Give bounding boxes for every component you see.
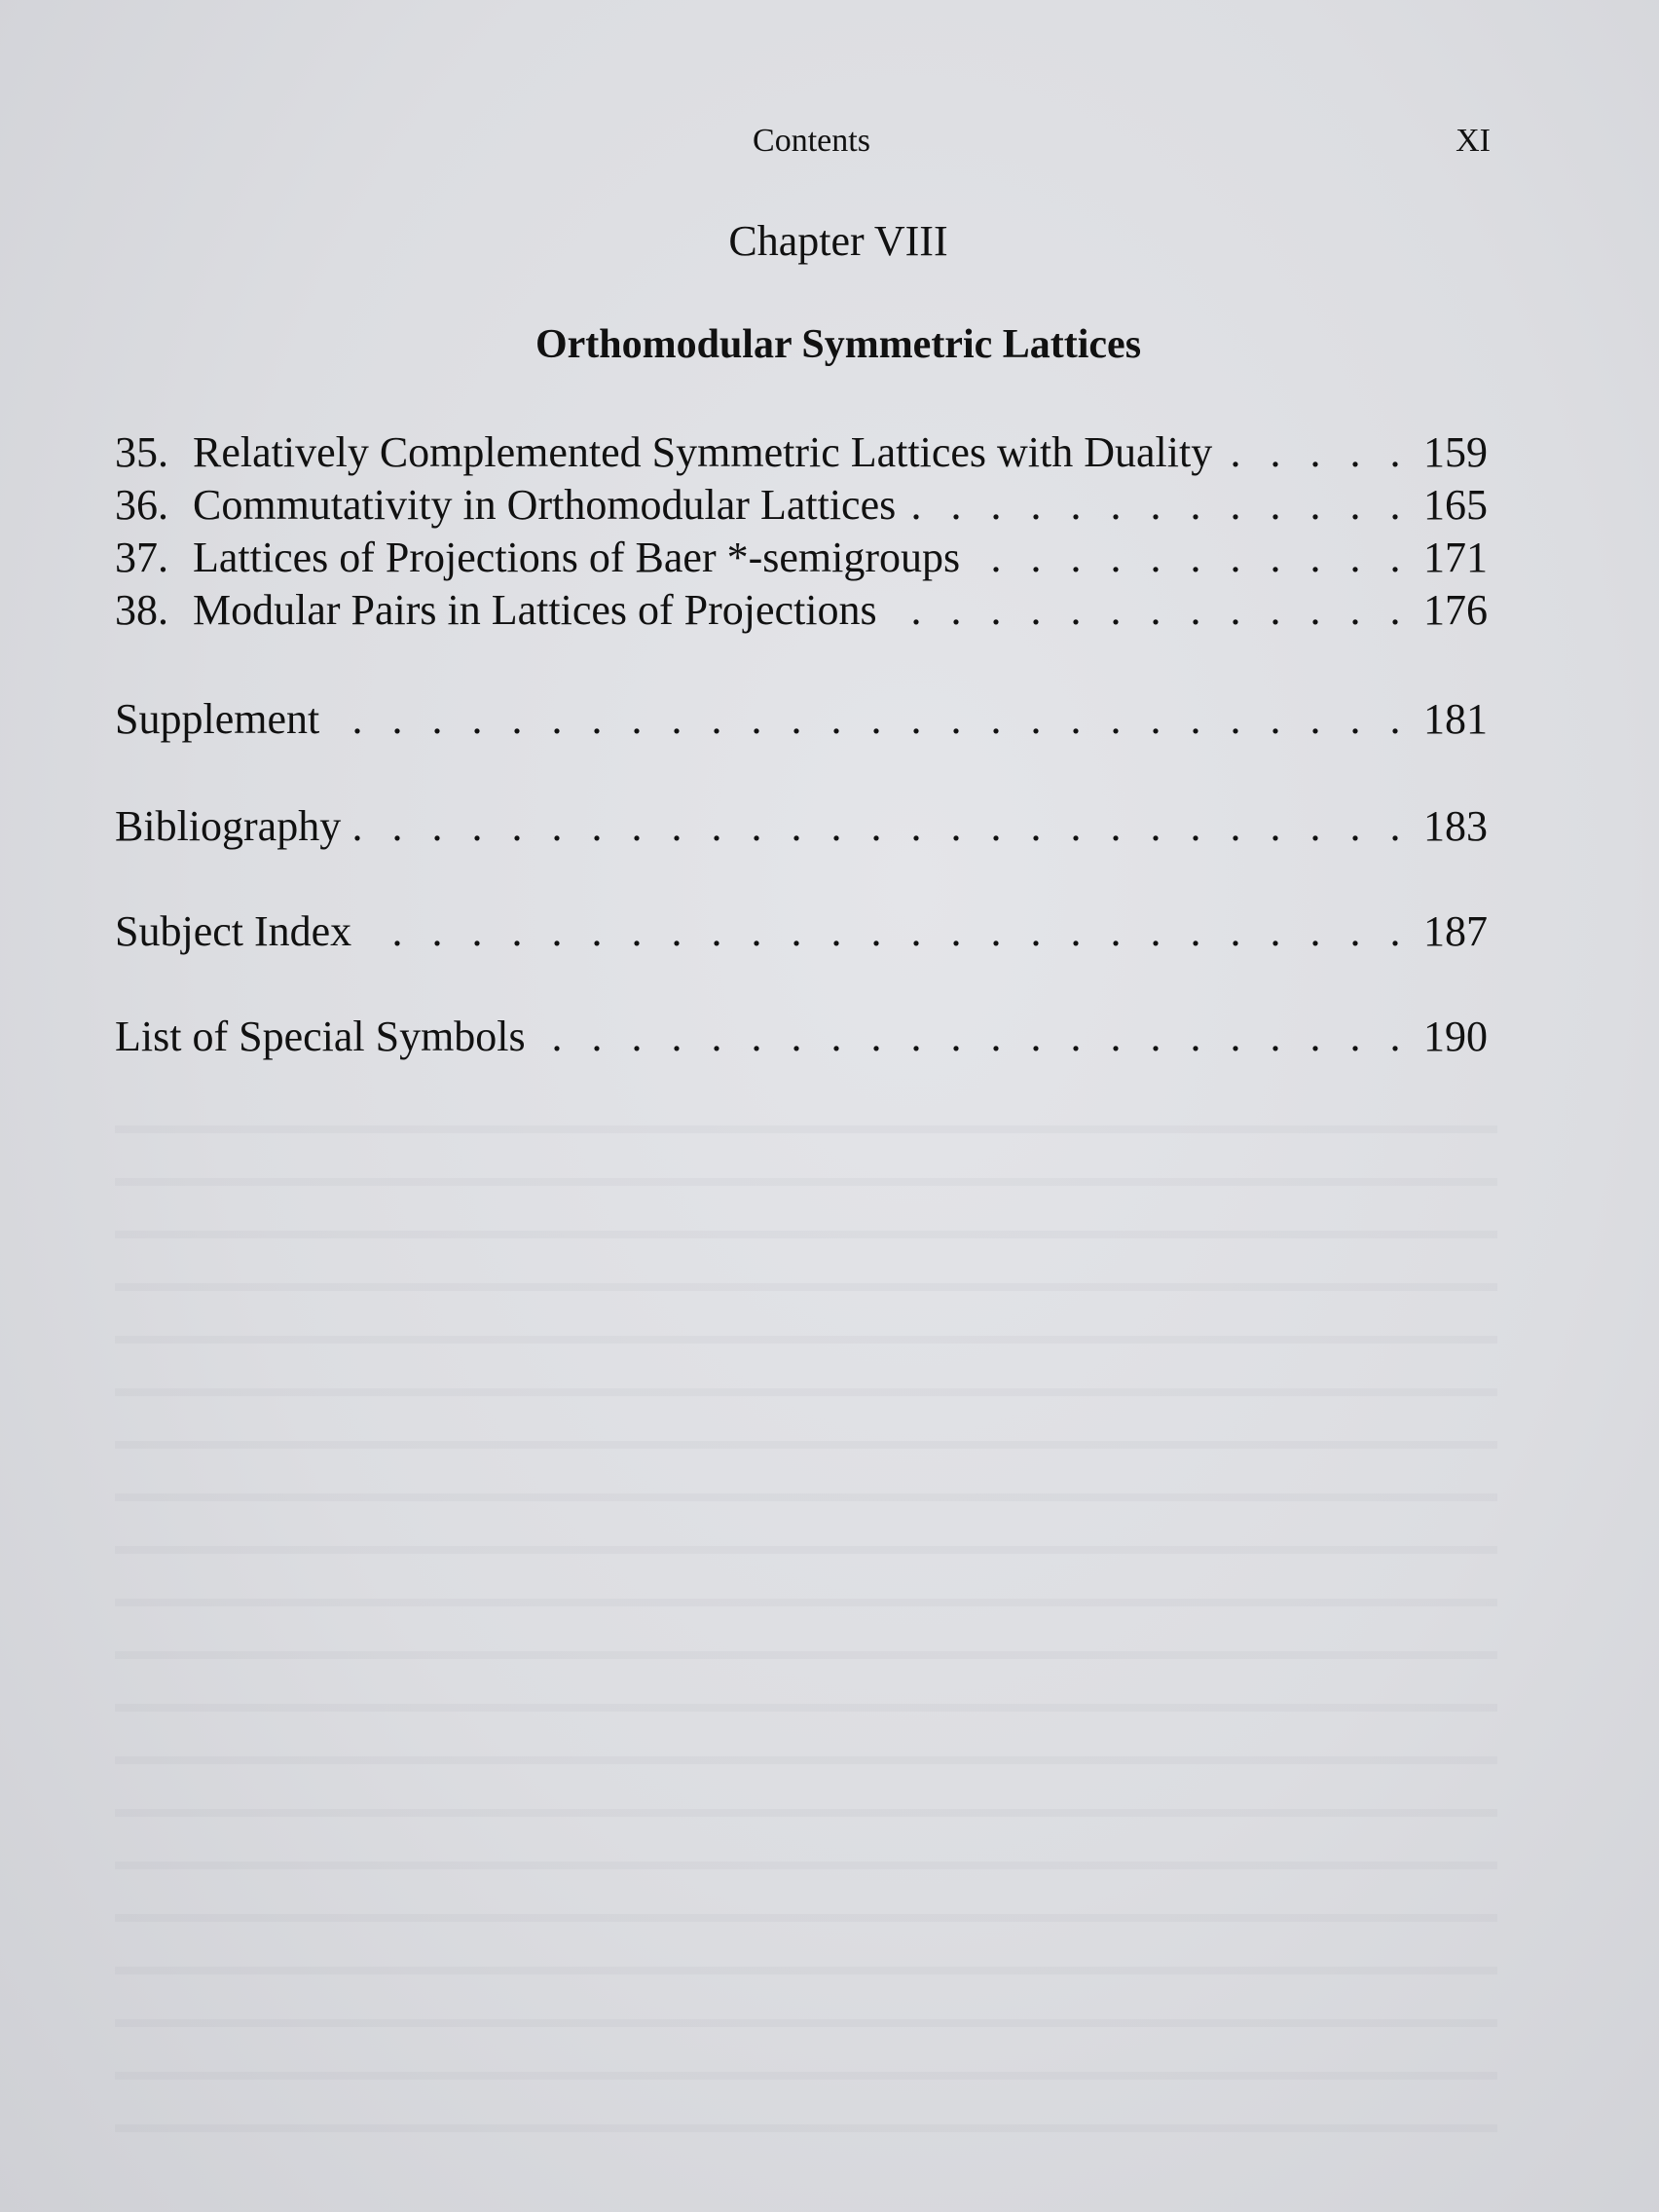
toc-entry-number: 37. [115,534,168,581]
toc-entry-title: Subject Index [115,907,352,955]
toc-entry-page: 165 [1423,481,1488,529]
dot-leader [1226,426,1410,479]
toc-entry-number: 35. [115,428,168,476]
toc-entry-title: Relatively Complemented Symmetric Lattices with Duality [193,428,1213,476]
toc-entry-page: 171 [1423,534,1488,581]
toc-entry-bibliography[interactable] [115,800,1488,853]
toc-entry-title: List of Special Symbols [115,1013,526,1060]
toc-entry-title: Modular Pairs in Lattices of Projections [193,586,877,634]
dot-leader [354,800,1410,853]
toc-entry-number: 38. [115,586,168,634]
toc-entry-special-symbols[interactable] [115,1011,1488,1063]
running-head [115,123,1491,166]
show-through-texture [115,1090,1497,2142]
toc-entry-page: 181 [1423,695,1488,743]
running-head-page-number: XI [1456,123,1491,159]
chapter-title: Orthomodular Symmetric Lattices [535,322,1142,367]
toc-entry-title: Lattices of Projections of Baer *-semigroups [193,534,961,581]
dot-leader [909,479,1410,532]
chapter-number: Chapter VIII [728,217,948,265]
toc-entry-page: 190 [1423,1013,1488,1060]
toc-entry-title: Supplement [115,695,320,743]
toc-entry[interactable] [115,584,1488,637]
toc-entry-supplement[interactable] [115,693,1488,746]
toc-entry-title: Commutativity in Orthomodular Lattices [193,481,897,529]
toc-entry-title: Bibliography [115,802,342,850]
dot-leader [891,584,1410,637]
toc-entry[interactable] [115,479,1488,532]
dot-leader [539,1011,1410,1063]
toc-entry-page: 183 [1423,802,1488,850]
toc-entry-page: 159 [1423,428,1488,476]
toc-entry-subject-index[interactable] [115,905,1488,958]
toc-entry-number: 36. [115,481,168,529]
dot-leader [365,905,1410,958]
toc-entry-page: 187 [1423,907,1488,955]
dot-leader [333,693,1410,746]
toc-entry-page: 176 [1423,586,1488,634]
running-head-title: Contents [753,123,870,159]
toc-entry[interactable] [115,532,1488,584]
dot-leader [974,532,1410,584]
toc-entry[interactable] [115,426,1488,479]
